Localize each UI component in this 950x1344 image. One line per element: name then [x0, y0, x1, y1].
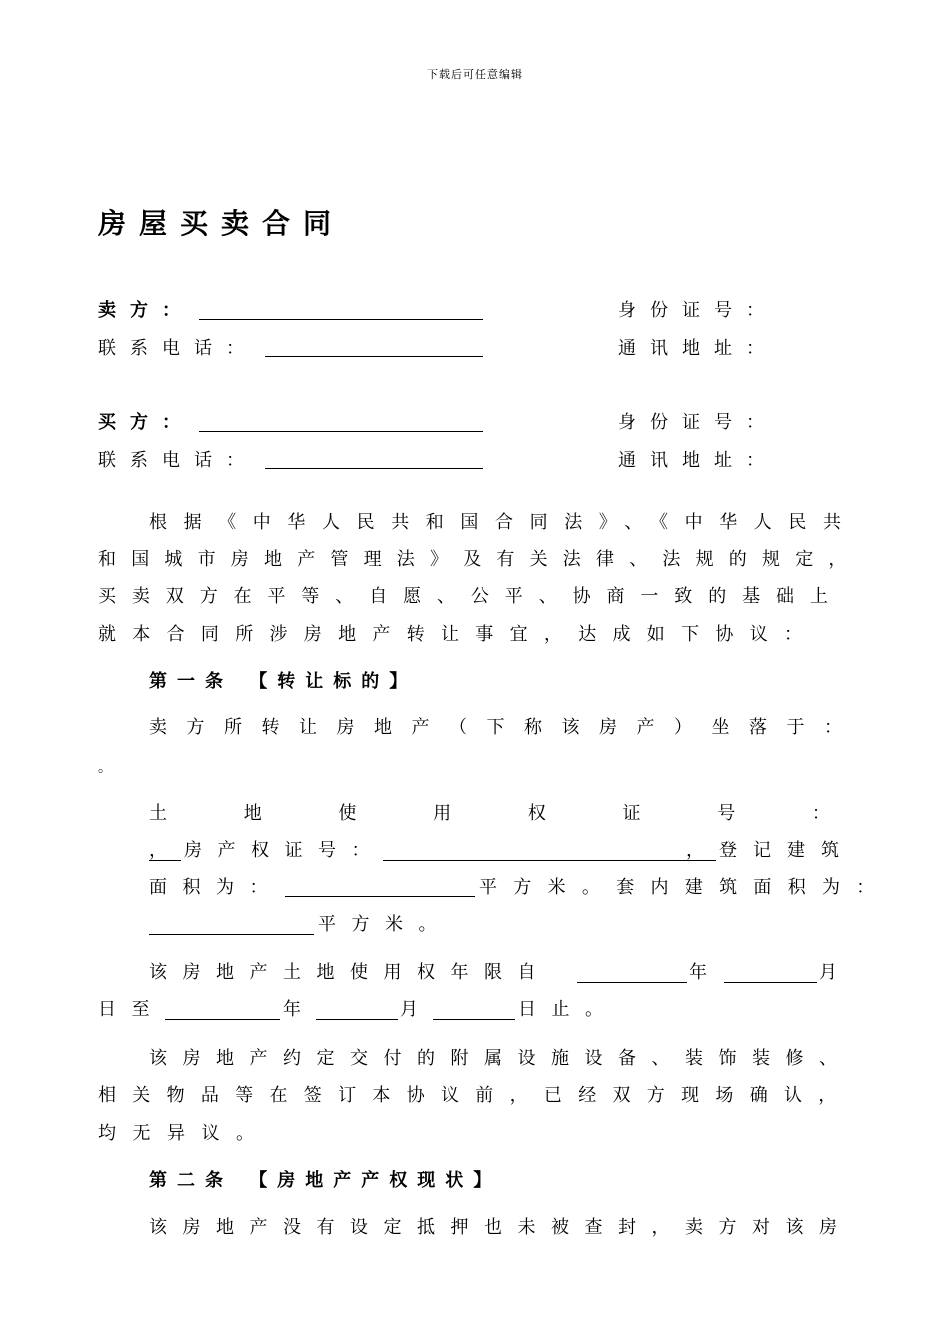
comma-2: ，: [686, 840, 718, 861]
header-note: 下载后可任意编辑: [427, 68, 523, 81]
comma-2-underline: [686, 860, 716, 861]
seller-id-label: 身份证号：: [618, 300, 778, 321]
facilities-line-3: 均无异议。: [98, 1123, 271, 1144]
land-cert-char: 地: [243, 803, 262, 824]
seller-address-label: 通讯地址：: [618, 338, 778, 359]
seller-phone-label: 联系电话：: [98, 338, 258, 359]
start-month-label: 月: [819, 962, 851, 983]
buyer-phone-blank: [265, 468, 483, 469]
land-cert-char: 使: [338, 803, 357, 824]
land-cert-blank: [149, 860, 181, 861]
sqm-inner-area-label: 平方米。套内建筑面积为：: [479, 877, 891, 898]
start-year-blank: [577, 982, 687, 983]
buyer-phone-label: 联系电话：: [98, 450, 258, 471]
start-month-blank: [724, 982, 817, 983]
start-day-label: 日至: [98, 999, 165, 1020]
article-1-heading: 第一条 【转让标的】: [149, 671, 418, 692]
preamble-line-1: 根据《中华人民共和国合同法》、《中华人民共: [149, 512, 858, 533]
facilities-line-2: 相关物品等在签订本协议前，已经双方现场确认，: [98, 1085, 853, 1106]
article-2-line-1: 该房地产没有设定抵押也未被查封，卖方对该房: [149, 1217, 853, 1238]
registered-area-blank: [285, 896, 475, 897]
end-month-label: 月: [400, 999, 432, 1020]
buyer-id-label: 身份证号：: [618, 412, 778, 433]
inner-area-blank: [149, 934, 314, 935]
document-title: 房屋买卖合同: [98, 207, 345, 240]
article-2-heading: 第二条 【房地产产权现状】: [149, 1170, 502, 1191]
article-1-location-end: 。: [98, 760, 126, 776]
facilities-line-1: 该房地产约定交付的附属设施设备、装饰装修、: [149, 1048, 853, 1069]
article-1-location-line: 卖方所转让房地产（下称该房产）坐落于：: [149, 717, 862, 738]
land-cert-char: 用: [433, 803, 452, 824]
registered-area-label: 登记建筑: [719, 840, 855, 861]
land-cert-char: 土: [149, 803, 167, 824]
term-prefix: 该房地产土地使用权年限自: [149, 962, 551, 983]
land-cert-char: 证: [622, 803, 641, 824]
property-cert-blank: [383, 860, 686, 861]
buyer-address-label: 通讯地址：: [618, 450, 778, 471]
end-day-label: 日止。: [518, 999, 619, 1020]
comma-1: ，: [149, 840, 181, 861]
end-year-blank: [165, 1019, 280, 1020]
land-cert-char: ：: [811, 803, 830, 824]
land-use-cert-label: [149, 802, 830, 826]
end-year-label: 年: [283, 999, 315, 1020]
end-day-blank: [433, 1019, 515, 1020]
seller-name-blank: [199, 319, 483, 320]
land-cert-char: 权: [527, 803, 546, 824]
end-month-blank: [316, 1019, 398, 1020]
seller-label: 卖方：: [98, 300, 194, 321]
buyer-name-blank: [199, 431, 483, 432]
land-cert-char: 号: [717, 803, 736, 824]
preamble-line-3: 买卖双方在平等、自愿、公平、协商一致的基础上: [98, 586, 844, 607]
area-label: 面积为：: [149, 877, 283, 898]
preamble-line-4: 就本合同所涉房地产转让事宜，达成如下协议：: [98, 624, 819, 645]
property-cert-label: 房产权证号：: [184, 840, 385, 861]
buyer-label: 买方：: [98, 412, 194, 433]
seller-phone-blank: [265, 356, 483, 357]
sqm-label: 平方米。: [318, 914, 452, 935]
preamble-line-2: 和国城市房地产管理法》及有关法律、法规的规定，: [98, 549, 862, 570]
start-year-label: 年: [689, 962, 721, 983]
